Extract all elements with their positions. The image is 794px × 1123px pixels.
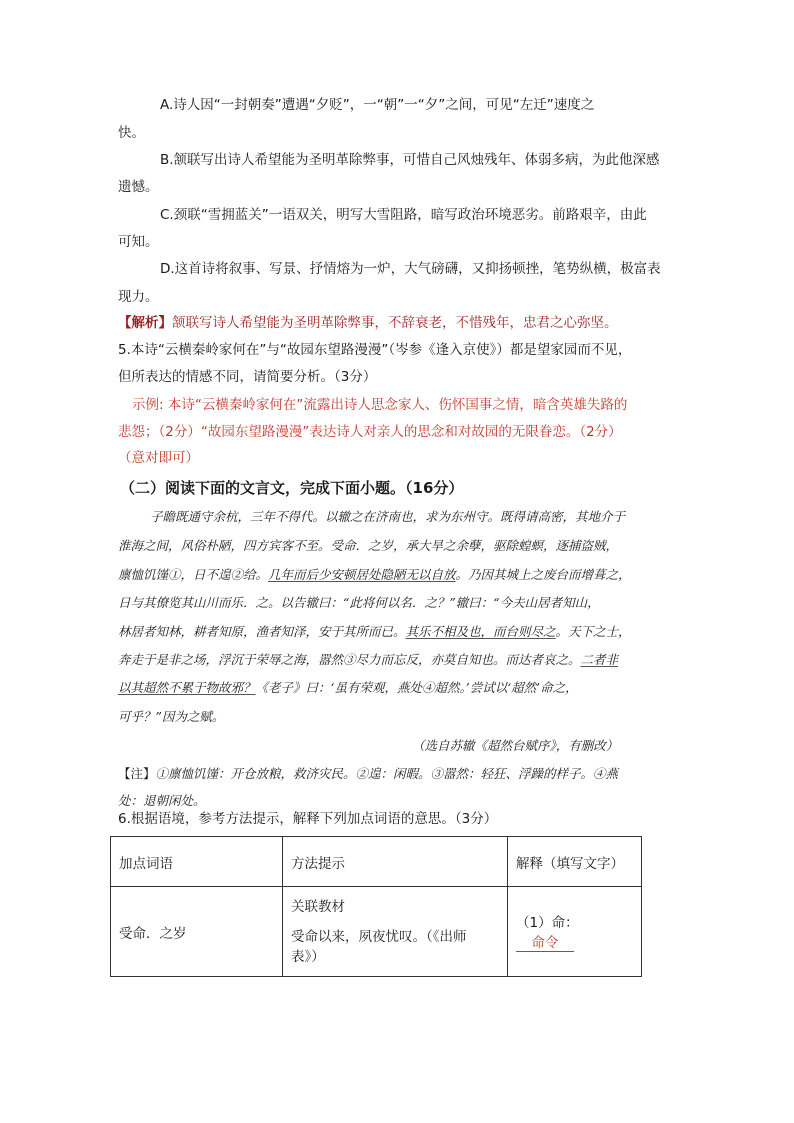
passage-line3-a: 廪恤饥馑①，日不遑②给。 — [118, 567, 269, 582]
table-header-word: 加点词语 — [111, 837, 283, 887]
notes-text-1: ①廪恤饥馑：开仓放粮，救济灾民。②遑：闲暇。③嚣然：轻狂、浮躁的样子。④燕 — [155, 766, 619, 781]
passage-line5-c: 。天下之士， — [555, 624, 631, 639]
passage-line8: 可乎？”因为之赋。 — [118, 709, 225, 724]
option-a-line1: A.诗人因“一封朝奏”遭遇“夕贬”，一“朝”一“夕”之间，可见“左迁”速度之 — [160, 97, 595, 113]
table-header-row — [111, 837, 642, 887]
passage-underline-2: 其乐不相及也，而台则尽之 — [405, 624, 556, 639]
section-title: （二）阅读下面的文言文，完成下面小题。（16分） — [120, 479, 464, 497]
passage-line6-a: 奔走于是非之场，浮沉于荣辱之海，嚣然③尽力而忘反，亦莫自知也。而达者哀之。 — [118, 652, 581, 667]
passage-underline-1: 几年而后少安顿居处隐陋无以自放 — [268, 567, 456, 582]
table-header-hint: 方法提示 — [283, 837, 508, 887]
option-b-line2: 遗憾。 — [118, 179, 159, 195]
option-a-line2: 快。 — [118, 125, 145, 141]
passage-line7-b: 《老子》曰：‘虽有荣观，燕处④超然。’尝试以‘超然’命之， — [255, 680, 578, 695]
option-b-line1: B.颔联写出诗人希望能为圣明革除弊事，可惜自己风烛残年、体弱多病，为此他深感 — [160, 152, 660, 168]
option-d-line2: 现力。 — [118, 289, 159, 305]
passage-line2: 淮海之间，风俗朴陋，四方宾客不至。受命．之岁，承大旱之余孽，驱除蝗螟，逐捕盗贼， — [118, 538, 619, 553]
answer5-line2: 悲怨；（2分）“故园东望路漫漫”表达诗人对亲人的思念和对故园的无限眷恋。（2分） — [118, 424, 622, 440]
table-header-explain: 解释（填写文字） — [508, 837, 642, 887]
analysis — [118, 314, 618, 332]
passage-line3 — [118, 566, 631, 584]
notes-line1 — [118, 765, 618, 783]
passage-line1: 子瞻既通守余杭，三年不得代。以辙之在济南也，求为东州守。既得请高密，其地介于 — [150, 509, 626, 524]
q5-line2: 但所表达的情感不同，请简要分析。（3分） — [118, 369, 377, 385]
table-cell-hint — [283, 887, 508, 977]
passage-line3-c: 。乃因其城上之废台而增葺之， — [455, 567, 631, 582]
table-cell-explain — [508, 887, 642, 977]
answer5-line3: （意对即可） — [118, 450, 199, 466]
passage-line5 — [118, 623, 631, 641]
option-c-line1: C.颈联“雪拥蓝关”一语双关，明写大雪阻路，暗写政治环境恶劣。前路艰辛，由此 — [160, 207, 647, 223]
answer5-line1: 示例: 本诗“云横秦岭家何在”流露出诗人思念家人、伤怀国事之情，暗含英雄失路的 — [132, 397, 628, 413]
passage-line5-a: 林居者知林，耕者知原，渔者知泽，安于其所而已。 — [118, 624, 406, 639]
passage-source: （选自苏辙《超然台赋序》，有删改） — [412, 738, 619, 753]
analysis-tag: 【解析】 — [118, 315, 172, 331]
hint-line1: 受命以来，夙夜忧叹。（《出师 — [291, 928, 467, 945]
passage-underline-3a: 二者非 — [580, 652, 619, 667]
hint-title: 关联教材 — [291, 898, 345, 915]
analysis-text: 颔联写诗人希望能为圣明革除弊事，不辞衰老，不惜残年，忠君之心弥坚。 — [172, 315, 618, 331]
hint-line2: 表》） — [291, 948, 325, 965]
passage-underline-3b: 以其超然不累于物故邪？ — [118, 680, 256, 695]
table-row — [111, 887, 642, 977]
table-cell-word: 受命．之岁 — [111, 887, 283, 977]
passage-line4: 日与其僚览其山川而乐．之。以告辙曰：“此将何以名．之？”辙曰：“今夫山居者知山， — [118, 595, 600, 610]
explain-label: （1）命： — [516, 915, 579, 931]
answer-table — [110, 836, 642, 977]
option-d-line1: D.这首诗将叙事、写景、抒情熔为一炉，大气磅礴，又抑扬顿挫，笔势纵横，极富表 — [160, 261, 661, 277]
q5-line1: 5.本诗“云横秦岭家何在”与“故园东望路漫漫”（岑参《逢入京使》）都是望家园而不见， — [118, 342, 632, 358]
explain-answer[interactable]: 命令 — [516, 931, 574, 952]
notes-tag: 【注】 — [118, 766, 156, 781]
q6-prompt: 6.根据语境，参考方法提示，解释下列加点词语的意思。（3分） — [118, 811, 498, 827]
notes-line2: 处：退朝闲处。 — [118, 793, 206, 808]
passage-line6 — [118, 651, 618, 669]
option-c-line2: 可知。 — [118, 234, 159, 250]
passage-line7 — [118, 679, 578, 697]
